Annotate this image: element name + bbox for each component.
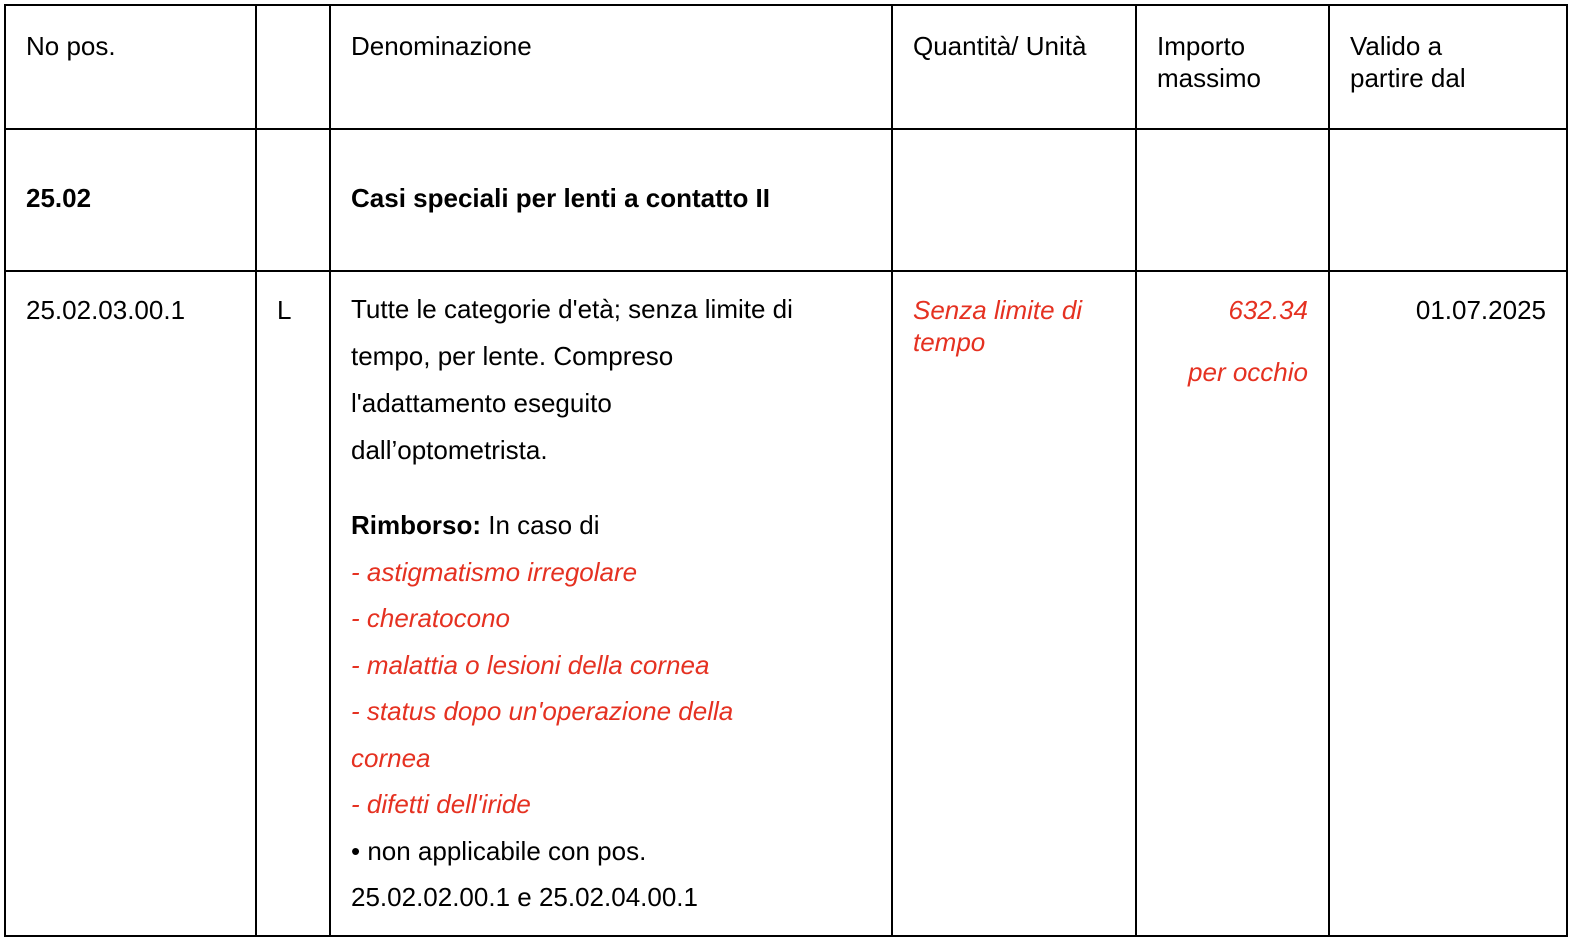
row-cell-number [5,271,256,936]
header-amount-line2: massimo [1157,63,1262,93]
header-denominazione: Denominazione [351,31,532,61]
desc-line: dall’optometrista. [351,435,548,465]
condition-item: - status dopo un'operazione della [351,696,734,726]
section-title: Casi speciali per lenti a contatto II [351,183,771,213]
desc-line: tempo, per lente. Compreso [351,341,674,371]
note-line: 25.02.02.00.1 e 25.02.04.00.1 [351,882,698,912]
condition-item: cornea [351,742,431,773]
amount-unit: per occhio [1188,357,1308,387]
row-cell-amount [1136,271,1329,936]
header-cell-no-pos [5,5,256,129]
rimborso-line [351,502,871,549]
section-cell-title [330,129,892,271]
condition-item: - malattia o lesioni della cornea [351,649,710,680]
condition-item: - difetti dell'iride [351,789,531,819]
header-valid-line1: Valido a [1350,31,1443,61]
header-valid-line2: partire dal [1350,63,1466,93]
header-amount-line1: Importo [1157,31,1246,61]
header-cell-quantity [892,5,1136,129]
desc-line: Tutte le categorie d'età; senza limite di [351,294,793,324]
header-code [257,6,329,30]
desc-line: l'adattamento eseguito [351,388,612,418]
row-cell-code [256,271,330,936]
note-line: • non applicabile con pos. [351,835,647,866]
header-row [5,5,1567,129]
amount-value: 632.34 [1228,295,1308,325]
section-number: 25.02 [26,183,92,213]
row-code: L [277,295,292,325]
header-cell-valid-from [1329,5,1567,129]
header-cell-denominazione [330,5,892,129]
section-row [5,129,1567,271]
row-amount [1137,272,1328,388]
quantity-line2: tempo [913,327,986,357]
table-row [5,271,1567,936]
rimborso-label: Rimborso: [351,510,481,540]
condition-item: - astigmatismo irregolare [351,556,638,587]
section-cell-code [256,129,330,271]
row-valid-from: 01.07.2025 [1415,295,1546,325]
header-valid-from [1330,6,1566,94]
quantity-line1: Senza limite di [913,295,1083,325]
section-cell-amount [1136,129,1329,271]
header-quantity: Quantità/ Unità [913,31,1087,61]
header-cell-amount [1136,5,1329,129]
section-cell-valid [1329,129,1567,271]
section-cell-number [5,129,256,271]
row-cell-description [330,271,892,936]
row-number: 25.02.03.00.1 [26,295,186,325]
header-cell-code [256,5,330,129]
rimborso-text: In caso di [481,510,600,540]
condition-item: - cheratocono [351,603,510,633]
row-description [331,272,891,921]
header-amount [1137,6,1328,94]
row-cell-quantity [892,271,1136,936]
header-no-pos: No pos. [26,31,116,61]
row-quantity [893,272,1135,358]
section-cell-quantity [892,129,1136,271]
tariff-table [4,4,1568,937]
row-cell-valid [1329,271,1567,936]
